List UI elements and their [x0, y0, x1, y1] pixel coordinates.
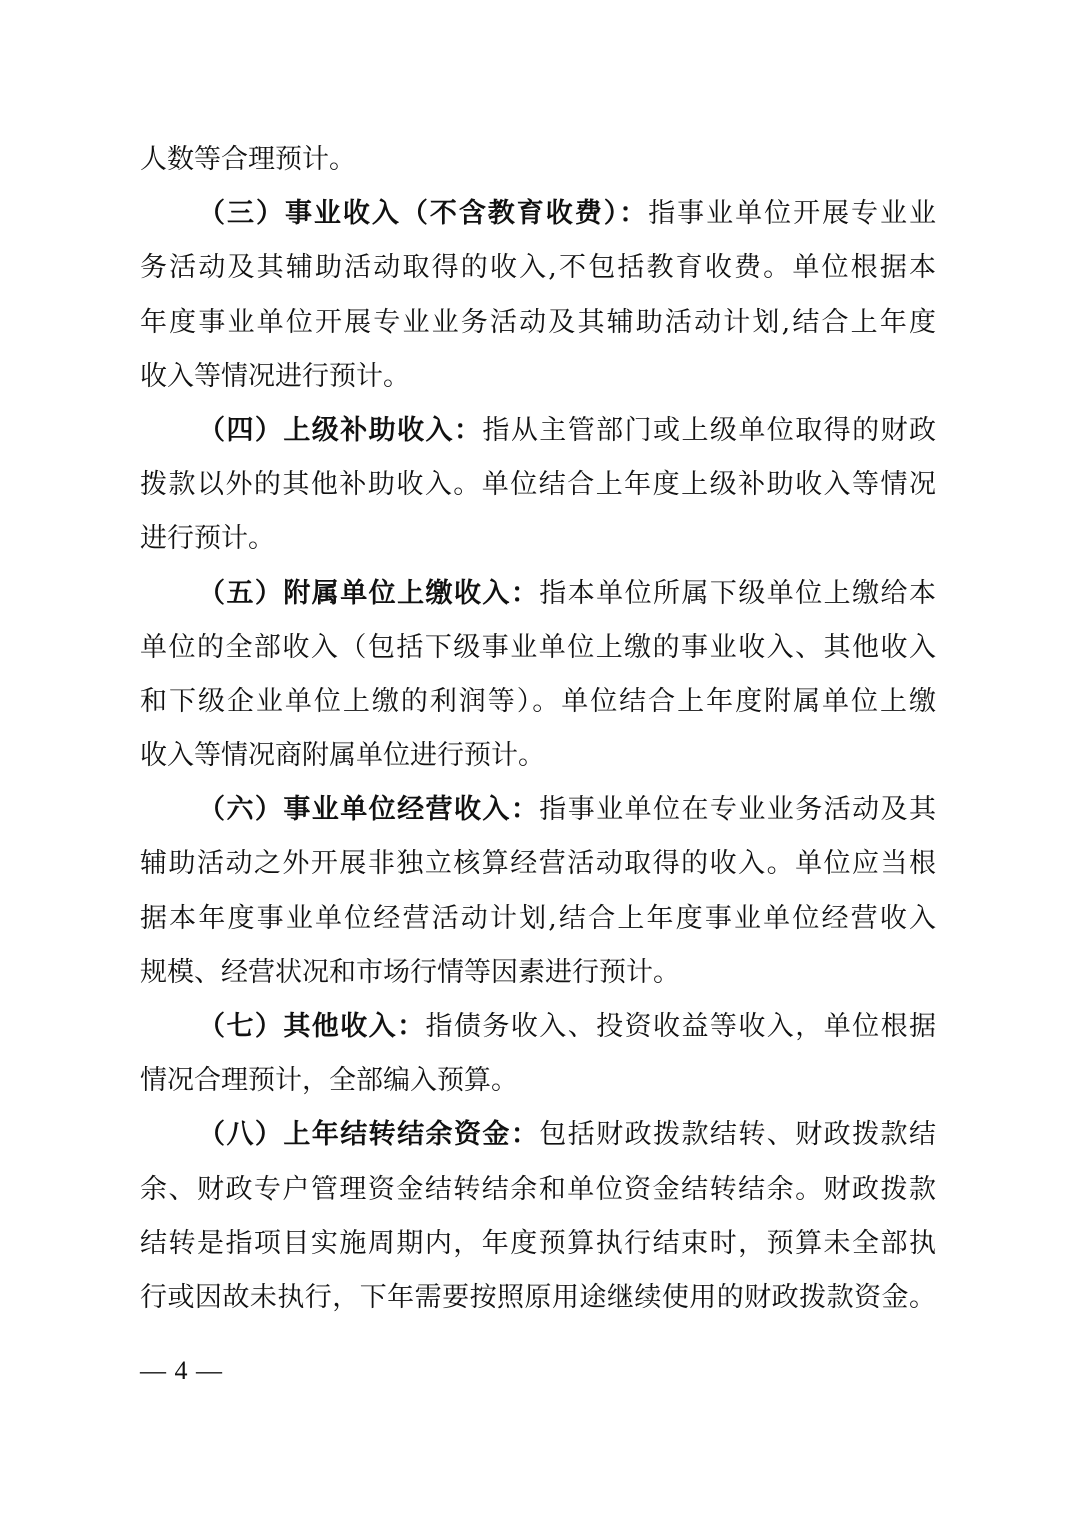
section-heading: （七）其他收入： [198, 1011, 426, 1042]
text-line [140, 458, 936, 512]
paragraph-text: 年度事业单位开展专业业务活动及其辅助活动计划,结合上年度 [140, 306, 936, 338]
paragraph-text: 情况合理预计，全部编入预算。 [140, 1065, 518, 1097]
text-line [140, 187, 936, 241]
paragraph-text: 人数等合理预计。 [140, 144, 356, 175]
text-line [140, 296, 936, 350]
section-heading: （三）事业收入（不含教育收费）： [198, 198, 649, 230]
paragraph-text: 行或因故未执行，下年需要按照原用途继续使用的财政拨款资金。 [140, 1281, 936, 1313]
text-line [140, 1108, 936, 1162]
text-line [140, 404, 936, 458]
text-line [140, 567, 936, 621]
section-heading: （六）事业单位经营收入： [198, 794, 540, 826]
text-line [140, 1000, 936, 1054]
paragraph-text: 辅助活动之外开展非独立核算经营活动取得的收入。单位应当根 [140, 848, 936, 880]
paragraph-text: 指本单位所属下级单位上缴给本 [539, 577, 937, 609]
text-line [140, 1217, 936, 1271]
paragraph-text: 指债务收入、投资收益等收入，单位根据 [425, 1011, 937, 1042]
text-line [140, 783, 936, 837]
paragraph-text: 务活动及其辅助活动取得的收入,不包括教育收费。单位根据本 [140, 252, 936, 284]
paragraph-text: 余、财政专户管理资金结转结余和单位资金结转结余。财政拨款 [140, 1173, 936, 1205]
text-line [140, 133, 936, 187]
text-line [140, 241, 936, 295]
page-number: — 4 — [140, 1356, 223, 1385]
section-heading: （五）附属单位上缴收入： [198, 577, 540, 609]
document-body [140, 133, 936, 1325]
text-line [140, 350, 936, 404]
paragraph-text: 规模、经营状况和市场行情等因素进行预计。 [140, 956, 680, 988]
paragraph-text: 进行预计。 [140, 523, 275, 555]
text-line [140, 621, 936, 675]
text-line [140, 946, 936, 1000]
text-line [140, 1163, 936, 1217]
text-line [140, 892, 936, 946]
text-line [140, 729, 936, 783]
section-heading: （四）上级补助收入： [198, 414, 483, 446]
paragraph-text: 指事业单位在专业业务活动及其 [539, 794, 937, 826]
paragraph-text: 据本年度事业单位经营活动计划,结合上年度事业单位经营收入 [140, 902, 936, 934]
paragraph-text: 收入等情况进行预计。 [140, 360, 410, 392]
paragraph-text: 包括财政拨款结转、财政拨款结 [539, 1119, 937, 1151]
text-line [140, 1271, 936, 1325]
text-line [140, 1054, 936, 1108]
paragraph-text: 指事业单位开展专业业 [648, 198, 937, 230]
paragraph-text: 单位的全部收入（包括下级事业单位上缴的事业收入、其他收入 [140, 631, 936, 663]
section-heading: （八）上年结转结余资金： [198, 1119, 540, 1151]
text-line [140, 837, 936, 891]
paragraph-text: 指从主管部门或上级单位取得的财政 [482, 414, 937, 446]
paragraph-text: 拨款以外的其他补助收入。单位结合上年度上级补助收入等情况 [140, 469, 936, 501]
paragraph-text: 和下级企业单位上缴的利润等）。单位结合上年度附属单位上缴 [140, 685, 936, 717]
text-line [140, 675, 936, 729]
paragraph-text: 结转是指项目实施周期内，年度预算执行结束时，预算未全部执 [140, 1227, 936, 1259]
paragraph-text: 收入等情况商附属单位进行预计。 [140, 740, 545, 772]
text-line [140, 512, 936, 566]
